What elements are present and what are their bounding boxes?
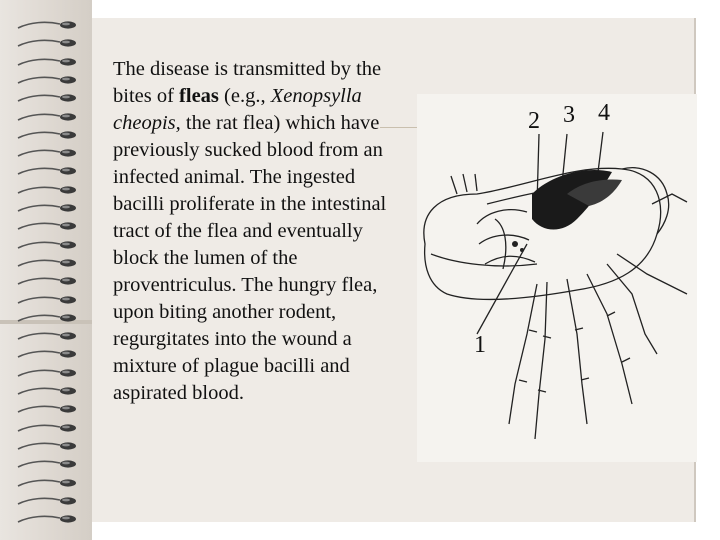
paragraph-text-2: (e.g., bbox=[218, 85, 271, 107]
binder-ring-icon bbox=[16, 349, 78, 359]
figure-label-2: 2 bbox=[528, 108, 540, 134]
binder-ring-icon bbox=[16, 130, 78, 140]
binder-ring-icon bbox=[16, 57, 78, 67]
flea-anatomy-figure bbox=[417, 94, 697, 462]
figure-connector-line bbox=[380, 127, 418, 128]
binder-ring-icon bbox=[16, 75, 78, 85]
binder-ring-icon bbox=[16, 203, 78, 213]
binder-ring-icon bbox=[16, 368, 78, 378]
binder-ring-icon bbox=[16, 478, 78, 488]
figure-label-1: 1 bbox=[474, 332, 486, 358]
binder-ring-icon bbox=[16, 20, 78, 30]
binder-ring-icon bbox=[16, 386, 78, 396]
binder-ring-icon bbox=[16, 514, 78, 524]
binder-ring-icon bbox=[16, 295, 78, 305]
binder-ring-icon bbox=[16, 276, 78, 286]
binder-ring-icon bbox=[16, 148, 78, 158]
figure-label-4: 4 bbox=[598, 100, 610, 126]
binder-ring-icon bbox=[16, 240, 78, 250]
body-paragraph bbox=[113, 56, 405, 407]
binder-ring-icon bbox=[16, 404, 78, 414]
paragraph-text-3: the rat flea) which have previously sucked blood from an infected animal. The ingested bacilli proliferate in the intestinal tract of the flea and eventually block the lumen of the proventriculus. The hungry flea, upon biting another rodent, regurgitates into the wound a mixture of plague bacilli and aspirated blood. bbox=[113, 112, 387, 404]
binder-ring-icon bbox=[16, 221, 78, 231]
binder-ring-icon bbox=[16, 441, 78, 451]
binder-ring-icon bbox=[16, 166, 78, 176]
paragraph-bold: fleas bbox=[179, 85, 219, 107]
binder-ring-icon bbox=[16, 185, 78, 195]
binder-ring-icon bbox=[16, 93, 78, 103]
binder-ring-icon bbox=[16, 459, 78, 469]
binder-ring-icon bbox=[16, 496, 78, 506]
binder-ring-icon bbox=[16, 112, 78, 122]
paragraph-italic: Xenopsylla cheopis, bbox=[113, 85, 362, 134]
binder-ring-icon bbox=[16, 331, 78, 341]
binder-ring-icon bbox=[16, 423, 78, 433]
paragraph-text-1: The disease is transmitted by the bites of bbox=[113, 58, 382, 107]
binder-ring-icon bbox=[16, 313, 78, 323]
binder-ring-icon bbox=[16, 258, 78, 268]
flea-drawing bbox=[417, 94, 697, 462]
figure-label-3: 3 bbox=[563, 102, 575, 128]
binder-ring-icon bbox=[16, 38, 78, 48]
